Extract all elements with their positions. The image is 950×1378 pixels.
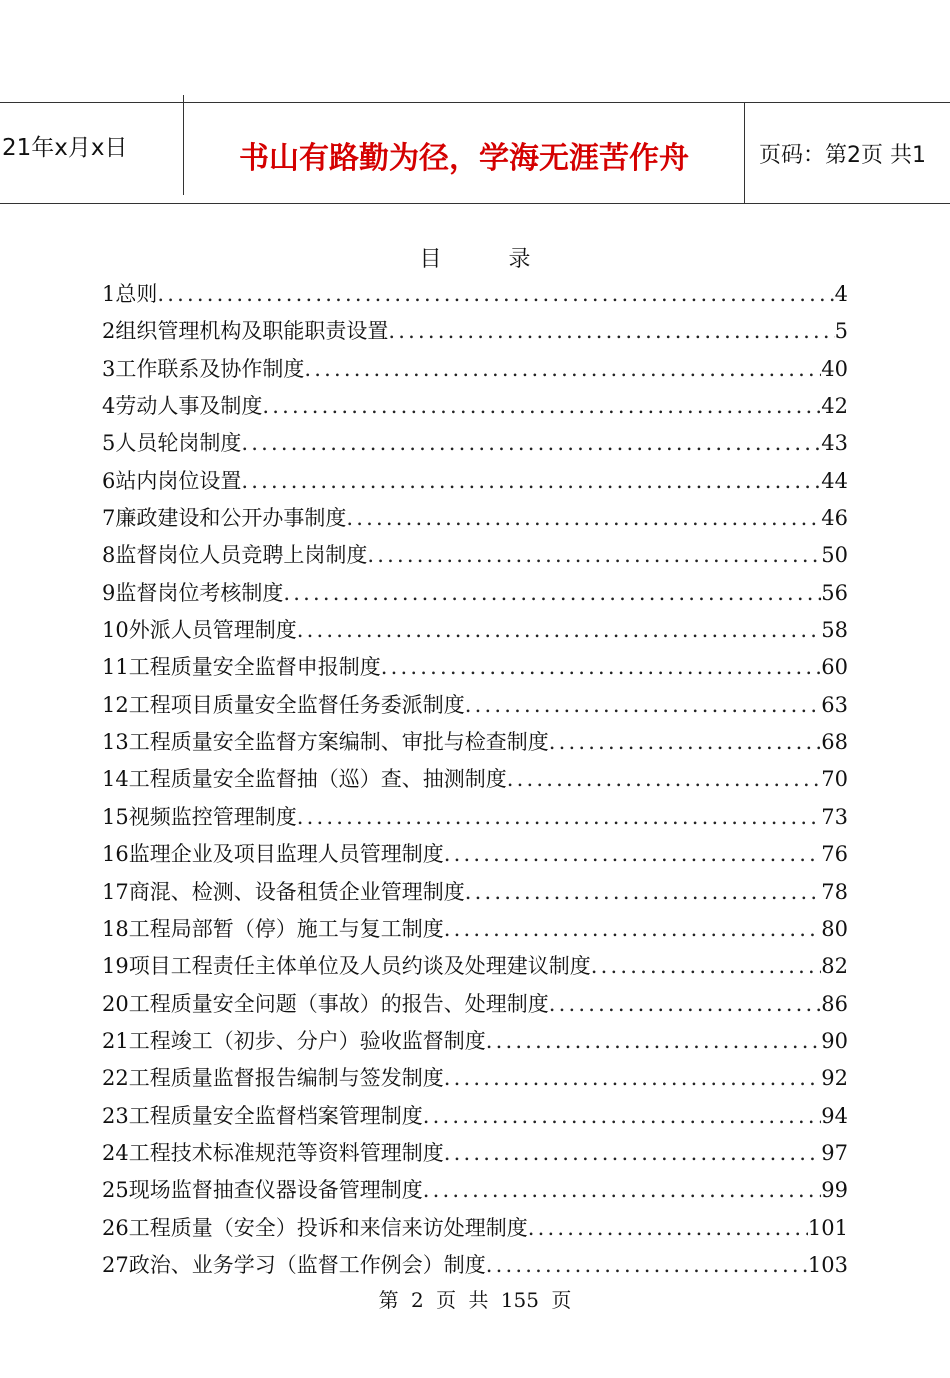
toc-entry-label: 12工程项目质量安全监督任务委派制度 bbox=[102, 692, 465, 717]
toc-entry[interactable] bbox=[102, 388, 848, 425]
toc-leader-dots bbox=[465, 874, 822, 911]
toc-leader-dots bbox=[528, 1210, 808, 1247]
page-header bbox=[0, 102, 950, 204]
toc-entry-page: 40 bbox=[821, 356, 848, 381]
toc-entry[interactable] bbox=[102, 1210, 848, 1247]
toc-entry-page: 90 bbox=[821, 1028, 848, 1053]
header-page-info: 页码：第2页 共1 bbox=[759, 142, 926, 168]
toc-entry-page: 50 bbox=[821, 543, 848, 568]
toc-title: 目 录 bbox=[419, 247, 561, 272]
toc-entry[interactable] bbox=[102, 799, 848, 836]
toc-entry-page: 63 bbox=[821, 692, 848, 717]
toc-leader-dots bbox=[262, 388, 821, 425]
header-date: 21年x月x日 bbox=[0, 95, 184, 195]
toc-entry-label: 18工程局部暂（停）施工与复工制度 bbox=[102, 916, 444, 941]
toc-entry[interactable] bbox=[102, 724, 848, 761]
toc-entry[interactable] bbox=[102, 874, 848, 911]
toc-entry-page: 99 bbox=[821, 1178, 848, 1203]
toc-entry-label: 4劳动人事及制度 bbox=[102, 394, 263, 419]
toc-entry-page: 82 bbox=[821, 954, 848, 979]
toc-leader-dots bbox=[549, 986, 822, 1023]
toc-leader-dots bbox=[367, 537, 821, 574]
toc-entry-label: 25现场监督抽查仪器设备管理制度 bbox=[102, 1178, 423, 1203]
toc-entry[interactable] bbox=[102, 1172, 848, 1209]
header-motto: 书山有路勤为径，学海无涯苦作舟 bbox=[184, 103, 745, 203]
toc-entry[interactable] bbox=[102, 537, 848, 574]
toc-entry-label: 3工作联系及协作制度 bbox=[102, 356, 305, 381]
table-of-contents bbox=[102, 276, 848, 1284]
toc-entry-label: 24工程技术标准规范等资料管理制度 bbox=[102, 1140, 444, 1165]
toc-leader-dots bbox=[346, 500, 821, 537]
toc-entry[interactable] bbox=[102, 351, 848, 388]
toc-leader-dots bbox=[388, 313, 834, 350]
toc-entry[interactable] bbox=[102, 575, 848, 612]
toc-entry-page: 92 bbox=[821, 1066, 848, 1091]
toc-entry-label: 26工程质量（安全）投诉和来信来访处理制度 bbox=[102, 1215, 528, 1240]
toc-entry-page: 60 bbox=[821, 655, 848, 680]
toc-leader-dots bbox=[157, 276, 834, 313]
toc-entry-label: 1总则 bbox=[102, 282, 158, 306]
toc-entry-label: 6站内岗位设置 bbox=[102, 468, 242, 493]
toc-entry-page: 80 bbox=[821, 916, 848, 941]
toc-entry[interactable] bbox=[102, 425, 848, 462]
toc-entry[interactable] bbox=[102, 761, 848, 798]
toc-entry-label: 8监督岗位人员竞聘上岗制度 bbox=[102, 543, 368, 568]
toc-entry-label: 2组织管理机构及职能职责设置 bbox=[102, 319, 389, 344]
toc-leader-dots bbox=[486, 1023, 822, 1060]
toc-leader-dots bbox=[283, 575, 821, 612]
toc-entry-label: 23工程质量安全监督档案管理制度 bbox=[102, 1103, 423, 1128]
toc-entry-label: 16监理企业及项目监理人员管理制度 bbox=[102, 842, 444, 867]
toc-entry-label: 20工程质量安全问题（事故）的报告、处理制度 bbox=[102, 991, 549, 1016]
toc-entry-label: 10外派人员管理制度 bbox=[102, 618, 297, 643]
toc-entry-label: 15视频监控管理制度 bbox=[102, 804, 297, 829]
toc-entry[interactable] bbox=[102, 1060, 848, 1097]
toc-entry[interactable] bbox=[102, 1023, 848, 1060]
toc-entry-page: 56 bbox=[821, 580, 848, 605]
toc-leader-dots bbox=[444, 836, 822, 873]
toc-entry-label: 11工程质量安全监督申报制度 bbox=[102, 655, 381, 680]
toc-entry-page: 5 bbox=[834, 319, 848, 344]
toc-leader-dots bbox=[444, 1060, 822, 1097]
toc-entry[interactable] bbox=[102, 836, 848, 873]
toc-leader-dots bbox=[381, 649, 822, 686]
toc-entry-label: 21工程竣工（初步、分户）验收监督制度 bbox=[102, 1028, 486, 1053]
toc-entry[interactable] bbox=[102, 948, 848, 985]
toc-entry-page: 86 bbox=[821, 991, 848, 1016]
toc-entry-page: 44 bbox=[821, 468, 848, 493]
toc-entry[interactable] bbox=[102, 463, 848, 500]
toc-entry-page: 76 bbox=[821, 842, 848, 867]
toc-entry-page: 70 bbox=[821, 767, 848, 792]
toc-leader-dots bbox=[549, 724, 822, 761]
toc-entry-page: 78 bbox=[821, 879, 848, 904]
toc-leader-dots bbox=[486, 1247, 808, 1284]
toc-entry-page: 68 bbox=[821, 730, 848, 755]
toc-leader-dots bbox=[465, 687, 822, 724]
toc-entry-page: 73 bbox=[821, 804, 848, 829]
toc-entry-label: 27政治、业务学习（监督工作例会）制度 bbox=[102, 1252, 486, 1277]
toc-entry-label: 14工程质量安全监督抽（巡）查、抽测制度 bbox=[102, 767, 507, 792]
toc-entry[interactable] bbox=[102, 1135, 848, 1172]
toc-entry-label: 5人员轮岗制度 bbox=[102, 431, 242, 456]
toc-entry-page: 101 bbox=[807, 1215, 848, 1240]
toc-entry-page: 97 bbox=[821, 1140, 848, 1165]
toc-entry[interactable] bbox=[102, 986, 848, 1023]
toc-entry[interactable] bbox=[102, 687, 848, 724]
toc-leader-dots bbox=[241, 425, 821, 462]
toc-entry-page: 42 bbox=[821, 394, 848, 419]
toc-entry-page: 46 bbox=[821, 506, 848, 531]
toc-leader-dots bbox=[507, 761, 822, 798]
toc-entry-label: 13工程质量安全监督方案编制、审批与检查制度 bbox=[102, 730, 549, 755]
toc-entry[interactable] bbox=[102, 612, 848, 649]
toc-entry[interactable] bbox=[102, 313, 848, 350]
toc-entry-label: 22工程质量监督报告编制与签发制度 bbox=[102, 1066, 444, 1091]
toc-entry[interactable] bbox=[102, 500, 848, 537]
toc-leader-dots bbox=[297, 799, 822, 836]
toc-entry-page: 94 bbox=[821, 1103, 848, 1128]
toc-entry-page: 58 bbox=[821, 618, 848, 643]
toc-leader-dots bbox=[241, 463, 821, 500]
toc-leader-dots bbox=[444, 911, 822, 948]
toc-entry-page: 43 bbox=[821, 431, 848, 456]
toc-entry-page: 103 bbox=[807, 1252, 848, 1277]
toc-leader-dots bbox=[304, 351, 821, 388]
toc-entry-label: 17商混、检测、设备租赁企业管理制度 bbox=[102, 879, 465, 904]
toc-entry[interactable] bbox=[102, 649, 848, 686]
toc-entry-label: 19项目工程责任主体单位及人员约谈及处理建议制度 bbox=[102, 954, 591, 979]
toc-leader-dots bbox=[444, 1135, 822, 1172]
page-footer: 第 2 页 共 155 页 bbox=[378, 1288, 572, 1312]
toc-entry[interactable] bbox=[102, 276, 848, 313]
toc-entry-label: 7廉政建设和公开办事制度 bbox=[102, 506, 347, 531]
toc-leader-dots bbox=[591, 948, 822, 985]
toc-leader-dots bbox=[423, 1098, 822, 1135]
toc-leader-dots bbox=[297, 612, 822, 649]
toc-entry[interactable] bbox=[102, 1098, 848, 1135]
toc-entry-page: 4 bbox=[834, 282, 848, 306]
toc-entry-label: 9监督岗位考核制度 bbox=[102, 580, 284, 605]
toc-entry[interactable] bbox=[102, 1247, 848, 1284]
toc-leader-dots bbox=[423, 1172, 822, 1209]
toc-entry[interactable] bbox=[102, 911, 848, 948]
